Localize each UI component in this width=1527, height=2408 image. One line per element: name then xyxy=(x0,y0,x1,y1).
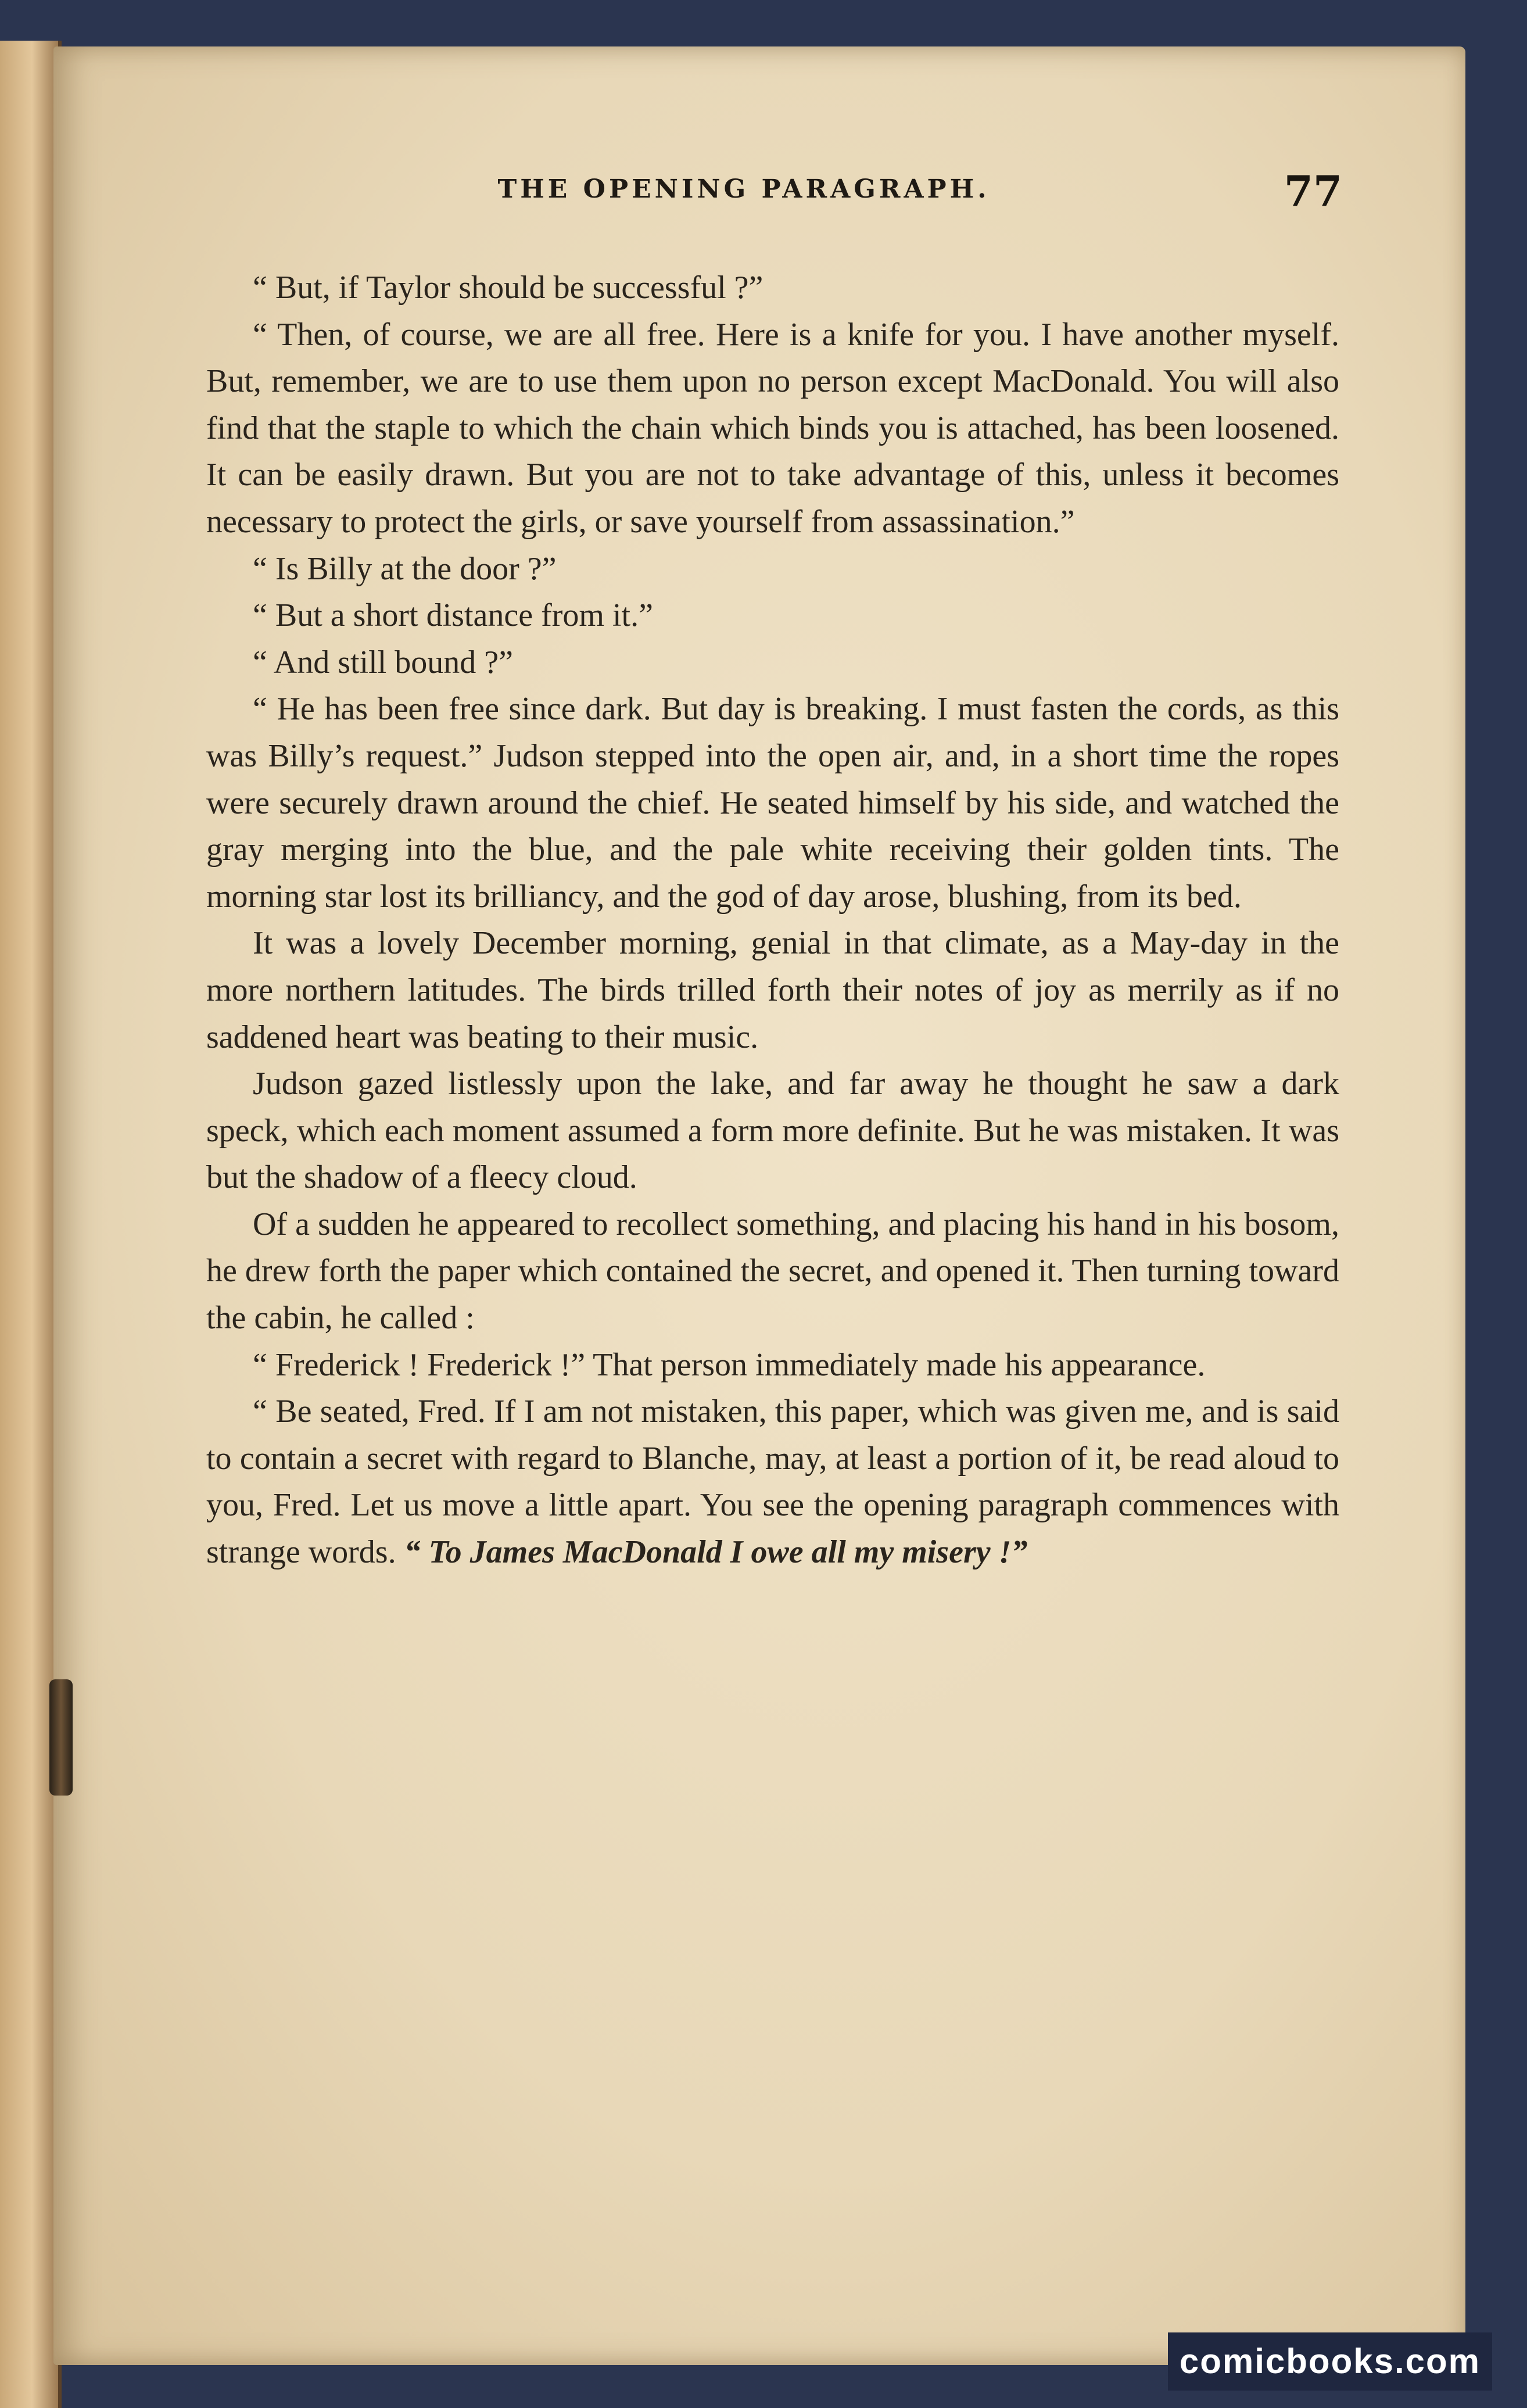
paragraph-final-text: “ Be seated, Fred. If I am not mistaken, this paper, which was given me, and is said to contain a secret with regard to Blanche, may, at least a portion of it, be read aloud to you, Fred. Let us move a little apart. You see the opening paragraph commences with strange words. xyxy=(206,1393,1339,1571)
paragraph: Judson gazed listlessly upon the lake, and far away he thought he saw a dark speck, which each moment assumed a form more definite. But he was mistaken. It was but the shadow of a fleecy cloud. xyxy=(206,1066,1339,1196)
paragraph: It was a lovely December morning, genial in that climate, as a May-day in the more northern latitudes. The birds trilled forth their notes of joy as merrily as if no saddened heart was beating to their music. xyxy=(206,925,1339,1055)
page-text xyxy=(206,264,1339,1576)
paragraph: “ Then, of course, we are all free. Here is a knife for you. I have another myself. But, remember, we are to use them upon no person except MacDonald. You will also find that the staple to which the chain which binds you is attached, has been loosened. It can be easily drawn. But you are not to take advantage of this, unless it becomes necessary to protect the girls, or save yourself from assassination.” xyxy=(206,316,1339,540)
page-number: 77 xyxy=(1284,166,1342,216)
spine-binding-tear xyxy=(49,1679,73,1796)
paragraph-final xyxy=(206,1388,1339,1575)
paragraph: “ But, if Taylor should be successful ?” xyxy=(253,270,763,306)
paragraph: “ Is Billy at the door ?” xyxy=(253,550,557,587)
quoted-opening-words: “ To James MacDonald I owe all my misery !” xyxy=(404,1534,1028,1571)
paragraph: Of a sudden he appeared to recollect something, and placing his hand in his bosom, he drew forth the paper which contained the secret, and opened it. Then turning toward the cabin, he called : xyxy=(206,1206,1339,1336)
facing-page-edge xyxy=(0,41,62,2408)
paragraph: “ Frederick ! Frederick !” That person immediately made his appearance. xyxy=(253,1346,1206,1383)
running-title: THE OPENING PARAGRAPH. xyxy=(497,174,990,204)
paragraph: “ And still bound ?” xyxy=(253,644,513,680)
paragraph: “ But a short distance from it.” xyxy=(253,597,653,634)
running-header xyxy=(145,166,1342,221)
paragraph: “ He has been free since dark. But day is breaking. I must fasten the cords, as this was Billy’s request.” Judson stepped into the open air, and, in a short time the ropes were securely drawn around the chief. He seated himself by his side, and watched the gray merging into the blue, and the pale white receiving their golden tints. The morning star lost its brilliancy, and the god of day arose, blushing, from its bed. xyxy=(206,691,1339,915)
watermark-logo: comicbooks.com xyxy=(1168,2332,1492,2391)
